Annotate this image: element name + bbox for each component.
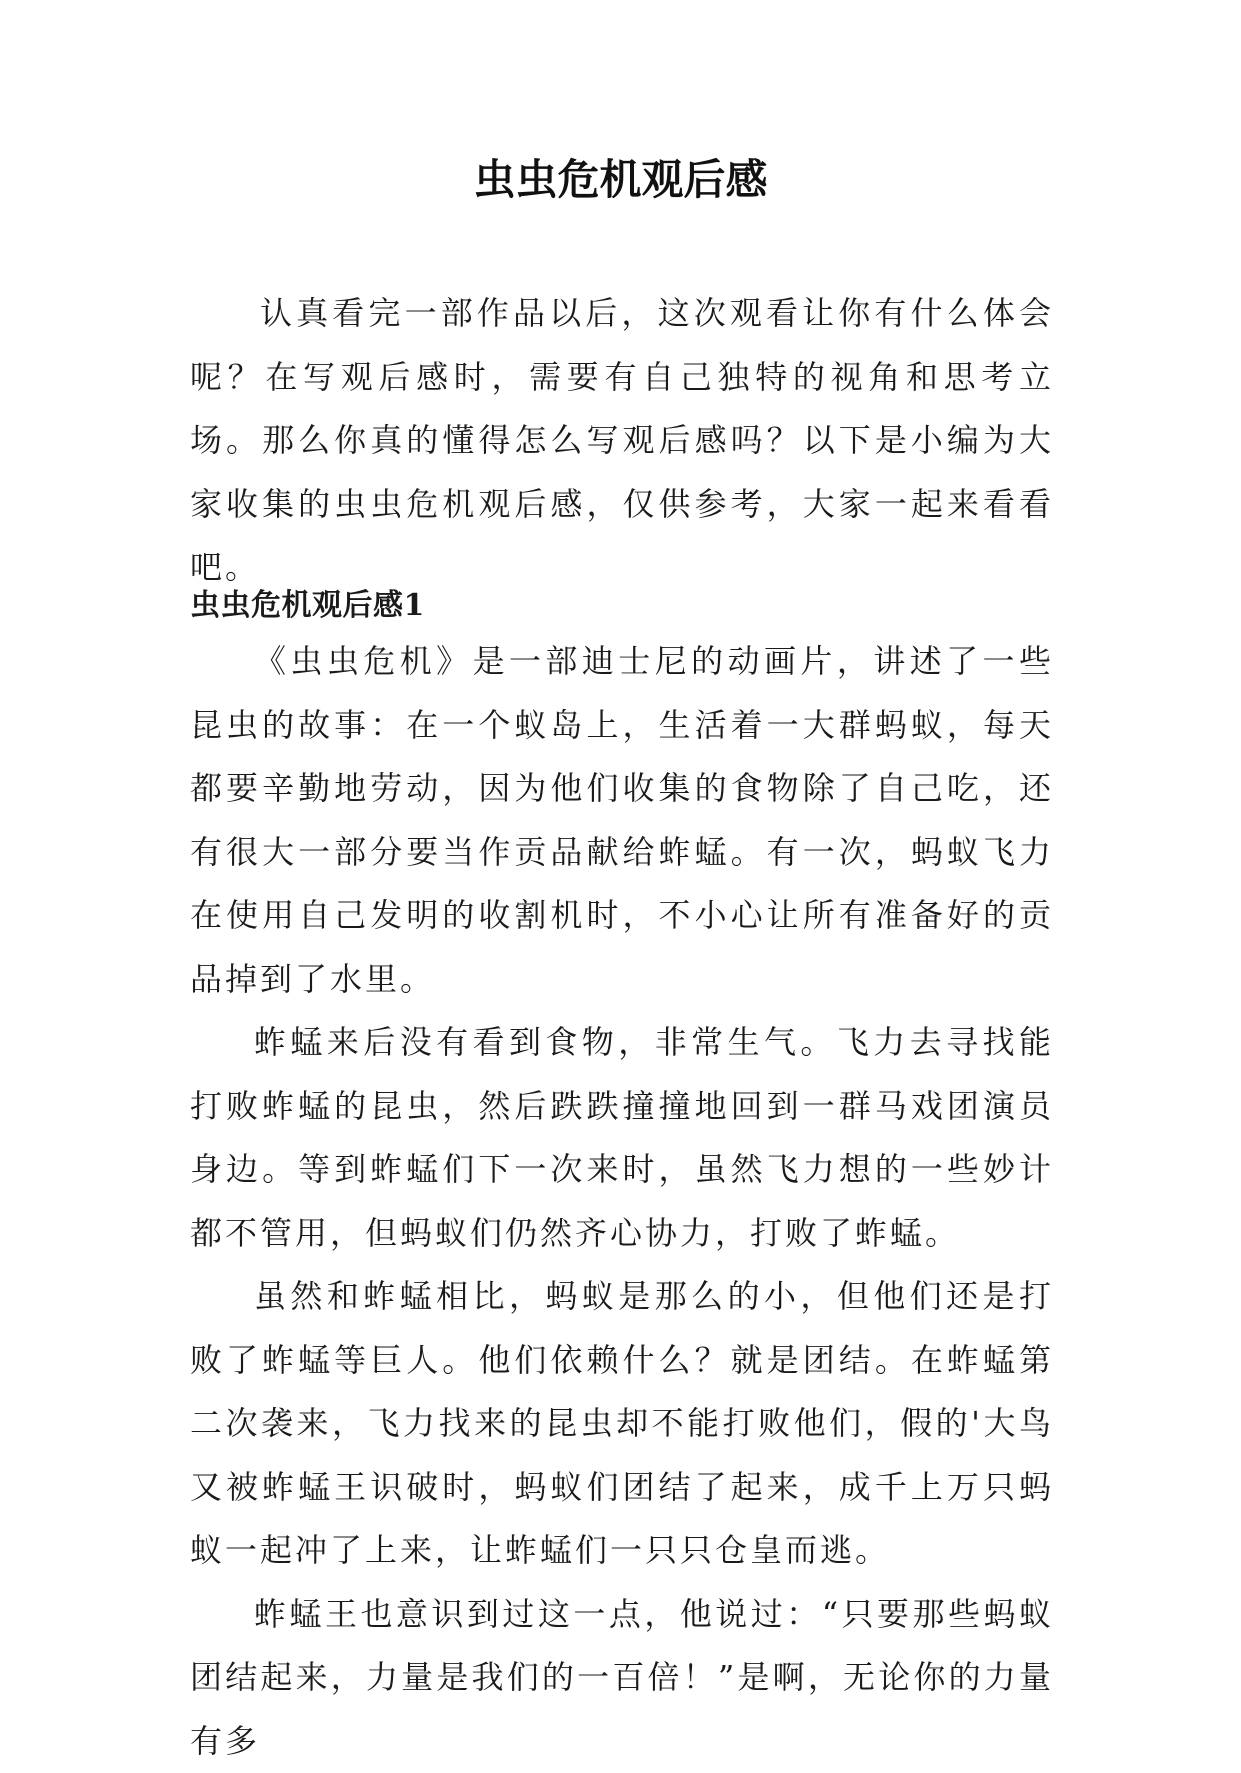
body-paragraph-1: 《虫虫危机》是一部迪士尼的动画片，讲述了一些昆虫的故事：在一个蚁岛上，生活着一大群蚂蚁，每天都要辛勤地劳动，因为他们收集的食物除了自己吃，还有很大一部分要当作贡品献给蚱蜢。有一次，蚂蚁飞力在使用自己发明的收割机时，不小心让所有准备好的贡品掉到了水里。 (190, 630, 1054, 1011)
section-body (190, 630, 1054, 1773)
body-paragraph-2: 蚱蜢来后没有看到食物，非常生气。飞力去寻找能打败蚱蜢的昆虫，然后跌跌撞撞地回到一群马戏团演员身边。等到蚱蜢们下一次来时，虽然飞力想的一些妙计都不管用，但蚂蚁们仍然齐心协力，打败了蚱蜢。 (190, 1011, 1054, 1265)
section-heading: 虫虫危机观后感1 (190, 576, 425, 636)
intro-paragraph: 认真看完一部作品以后，这次观看让你有什么体会呢？在写观后感时，需要有自己独特的视角和思考立场。那么你真的懂得怎么写观后感吗？以下是小编为大家收集的虫虫危机观后感，仅供参考，大家一起来看看吧。 (190, 282, 1054, 600)
body-paragraph-4: 蚱蜢王也意识到过这一点，他说过：“只要那些蚂蚁团结起来，力量是我们的一百倍！”是啊，无论你的力量有多 (190, 1583, 1054, 1773)
document-title: 虫虫危机观后感 (0, 150, 1241, 210)
body-paragraph-3: 虽然和蚱蜢相比，蚂蚁是那么的小，但他们还是打败了蚱蜢等巨人。他们依赖什么？就是团结。在蚱蜢第二次袭来，飞力找来的昆虫却不能打败他们，假的'大鸟又被蚱蜢王识破时，蚂蚁们团结了起来，成千上万只蚂蚁一起冲了上来，让蚱蜢们一只只仓皇而逃。 (190, 1265, 1054, 1583)
